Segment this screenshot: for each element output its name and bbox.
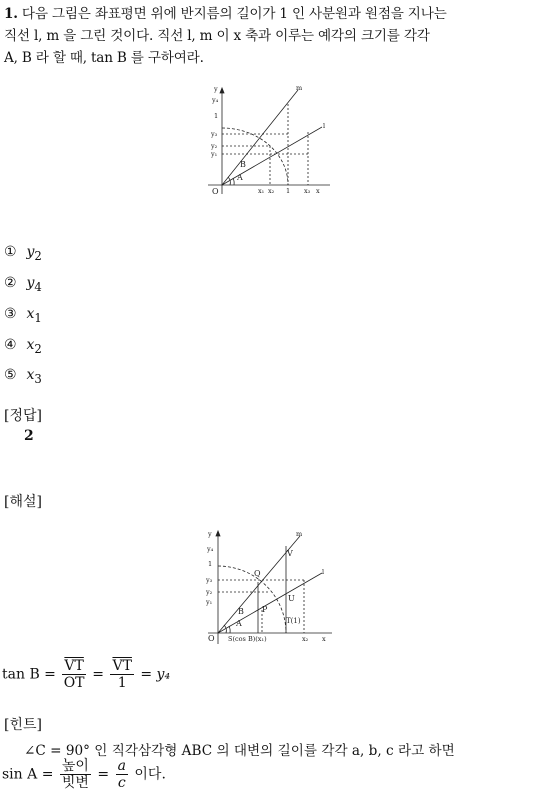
- fig1-origin: O: [212, 187, 219, 196]
- option-3[interactable]: ③ $x_1$: [4, 306, 42, 325]
- fraction-height-hyp: $\frac{\text{높이}}{\text{빗변}}$: [61, 758, 89, 791]
- figure-2: [200, 526, 340, 648]
- fig2-l-label: l: [322, 568, 325, 576]
- question-number: 1.: [4, 6, 18, 22]
- fraction-a-c: $\frac{a}{c}$: [117, 758, 126, 791]
- answer-value: 2: [24, 428, 34, 444]
- fig2-y-axis-label: y: [208, 530, 212, 538]
- fig2-y2: y₂: [206, 588, 213, 596]
- fig1-y3: y₃: [211, 130, 218, 138]
- fig1-l-label: l: [323, 122, 326, 130]
- fraction-vt-ot: $\frac{\overline{VT}}{OT}$: [63, 658, 85, 691]
- fig2-B-label: B: [238, 607, 244, 616]
- option-2[interactable]: ② $y_4$: [4, 275, 42, 294]
- option-1[interactable]: ① $y_2$: [4, 244, 42, 263]
- fig2-V-label: V: [287, 549, 293, 558]
- fig2-x2: x₂: [302, 635, 309, 643]
- question-line-1: 1. 다음 그림은 좌표평면 위에 반지름의 길이가 1 인 사분원과 원점을 지나는: [4, 6, 447, 22]
- option-5[interactable]: ⑤ $x_3$: [4, 367, 42, 386]
- answer-header: [정답]: [4, 408, 42, 424]
- fig1-y-axis-label: y: [214, 85, 218, 93]
- fig1-A-label: A: [237, 173, 243, 182]
- question-line-3: A, B 라 할 때, tan B 를 구하여라.: [4, 50, 204, 66]
- fig1-x-axis-label: x: [316, 187, 320, 195]
- fig2-one: 1: [208, 560, 213, 568]
- fig2-U-label: U: [288, 594, 295, 603]
- fig2-m-label: m: [296, 530, 303, 538]
- fig2-T-label: T(1): [286, 617, 301, 625]
- fig1-x2: x₂: [268, 187, 275, 195]
- fig1-one-x: 1: [286, 187, 291, 195]
- hint-formula: sin A = $\frac{\text{높이}}{\text{빗변}}$ = $\frac{a}{c}$ 이다.: [2, 758, 166, 791]
- hint-header: [힌트]: [4, 717, 42, 733]
- explanation-formula: tan B = $\frac{\overline{VT}}{OT}$ = $\frac{\overline{VT}}{1}$ = y₄: [2, 658, 171, 691]
- fig1-y4: y₄: [212, 96, 219, 104]
- question-line-2: 직선 l, m 을 그린 것이다. 직선 l, m 이 x 축과 이루는 예각의 크기를 각각: [4, 28, 430, 44]
- fig2-y1: y₁: [206, 598, 213, 606]
- fig1-x3: x₃: [304, 187, 311, 195]
- option-4[interactable]: ④ $x_2$: [4, 337, 42, 356]
- fig1-y2: y₂: [211, 142, 218, 150]
- fig2-origin: O: [208, 634, 215, 643]
- fig1-B-label: B: [240, 160, 246, 169]
- fig2-y3: y₃: [206, 576, 213, 584]
- explanation-header: [해설]: [4, 494, 42, 510]
- fig1-m-label: m: [296, 84, 303, 92]
- fig2-y4: y₄: [207, 545, 214, 553]
- fig2-x-axis-label: x: [322, 635, 326, 643]
- figure-1: [200, 82, 340, 200]
- fig1-one-y: 1: [214, 112, 219, 120]
- fig2-P-label: P: [262, 605, 268, 614]
- fig2-Q-label: Q: [254, 569, 261, 578]
- hint-line-1: ∠C = 90° 인 직각삼각형 ABC 의 대변의 길이를 각각 a, b, c 라고 하면: [24, 743, 455, 759]
- question-text: [4, 3, 532, 69]
- fig2-A-label: A: [236, 619, 242, 628]
- fig2-S-label: S(cos B)(x₁): [228, 635, 267, 643]
- fig1-y1: y₁: [211, 150, 218, 158]
- fig1-x1: x₁: [258, 187, 265, 195]
- fraction-vt-1: $\frac{\overline{VT}}{1}$: [112, 658, 132, 691]
